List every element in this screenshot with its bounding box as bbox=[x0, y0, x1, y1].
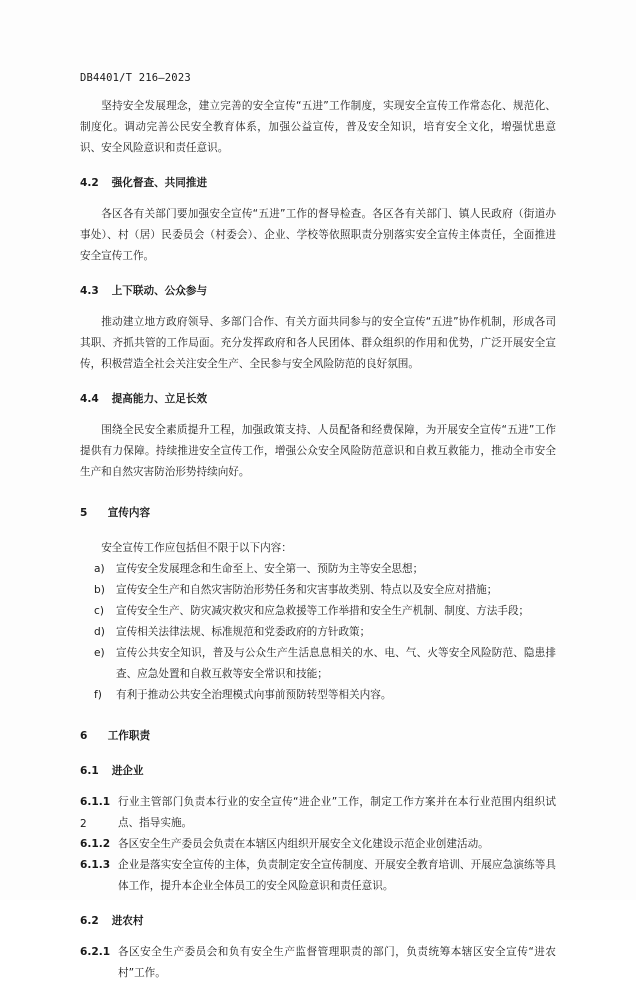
list-item-text: 有利于推动公共安全治理模式向事前预防转型等相关内容。 bbox=[116, 689, 392, 701]
list-item bbox=[80, 601, 556, 622]
clause-6-1-2 bbox=[80, 834, 556, 855]
section-number: 6.2 bbox=[80, 915, 99, 927]
section-title: 进企业 bbox=[111, 765, 144, 777]
list-item-text: 宣传安全生产、防灾减灾救灾和应急救援等工作举措和安全生产机制、制度、方法手段； bbox=[116, 605, 530, 617]
list-item-text: 宣传公共安全知识，普及与公众生产生活息息相关的水、电、气、火等安全风险防范、隐患排查、应急处置和自救互救等安全常识和技能； bbox=[116, 647, 556, 680]
section-number: 4.2 bbox=[80, 177, 99, 189]
section-title: 进农村 bbox=[111, 915, 144, 927]
clause-6-2-1 bbox=[80, 942, 556, 984]
list-item-text: 宣传相关法律法规、标准规范和党委政府的方针政策； bbox=[116, 626, 371, 638]
list-item-label: f) bbox=[94, 689, 102, 701]
section-title: 工作职责 bbox=[107, 730, 151, 742]
list-item-label: c) bbox=[94, 605, 104, 617]
section-4-4-paragraph: 围绕全民安全素质提升工程，加强政策支持、人员配备和经费保障，为开展安全宣传“五进”工作提供有力保障。持续推进安全宣传工作，增强公众安全风险防范意识和自救互救能力，推动全市安全生产和自然灾害防治形势持续向好。 bbox=[80, 424, 556, 478]
list-item bbox=[80, 580, 556, 601]
section-heading-4-3 bbox=[80, 281, 556, 302]
list-item-label: a) bbox=[94, 563, 105, 575]
list-item-label: e) bbox=[94, 647, 105, 659]
section-number: 4.3 bbox=[80, 285, 99, 297]
clause-6-1-3 bbox=[80, 855, 556, 897]
section-title: 提高能力、立足长效 bbox=[111, 393, 208, 405]
list-item-text: 宣传安全生产和自然灾害防治形势任务和灾害事故类别、特点以及安全应对措施； bbox=[116, 584, 498, 596]
clause-text: 各区安全生产委员会负责在本辖区内组织开展安全文化建设示范企业创建活动。 bbox=[118, 838, 489, 850]
list-item-label: b) bbox=[94, 584, 105, 596]
section-heading-6-1 bbox=[80, 761, 556, 782]
clause-number: 6.1.2 bbox=[80, 838, 111, 850]
document-id: DB4401/T 216—2023 bbox=[80, 72, 191, 84]
clause-number: 6.1.3 bbox=[80, 859, 111, 871]
list-item bbox=[80, 685, 556, 706]
section-4-2-paragraph: 各区各有关部门要加强安全宣传“五进”工作的督导检查。各区各有关部门、镇人民政府（街道办事处）、村（居）民委员会（村委会）、企业、学校等依照职责分别落实安全宣传主体责任，全面推进安全宣传工作。 bbox=[80, 208, 556, 262]
intro-paragraph: 坚持安全发展理念，建立完善的安全宣传“五进”工作制度，实现安全宣传工作常态化、规范化、制度化。调动完善公民安全教育体系，加强公益宣传，普及安全知识，培育安全文化，增强忧患意识、安全风险意识和责任意识。 bbox=[80, 100, 556, 154]
section-heading-4-4 bbox=[80, 389, 556, 410]
section-number: 6.1 bbox=[80, 765, 99, 777]
page-number: 2 bbox=[80, 818, 87, 830]
clause-text: 行业主管部门负责本行业的安全宣传“进企业”工作，制定工作方案并在本行业范围内组织试点、指导实施。 bbox=[118, 796, 556, 829]
section-heading-6 bbox=[80, 726, 556, 747]
section-number: 5 bbox=[80, 507, 88, 519]
section-5-lead: 安全宣传工作应包括但不限于以下内容： bbox=[101, 542, 292, 554]
section-heading-6-2 bbox=[80, 911, 556, 932]
list-item bbox=[80, 622, 556, 643]
list-item-label: d) bbox=[94, 626, 105, 638]
section-number: 6 bbox=[80, 730, 88, 742]
section-title: 上下联动、公众参与 bbox=[111, 285, 208, 297]
clause-6-1-1 bbox=[80, 792, 556, 834]
section-number: 4.4 bbox=[80, 393, 99, 405]
clause-number: 6.2.1 bbox=[80, 946, 111, 958]
list-item bbox=[80, 643, 556, 685]
clause-number: 6.1.1 bbox=[80, 796, 111, 808]
document-body bbox=[80, 96, 556, 984]
section-heading-4-2 bbox=[80, 173, 556, 194]
section-title: 宣传内容 bbox=[107, 507, 151, 519]
list-item-text: 宣传安全发展理念和生命至上、安全第一、预防为主等安全思想； bbox=[116, 563, 424, 575]
clause-text: 各区安全生产委员会和负有安全生产监督管理职责的部门，负责统筹本辖区安全宣传“进农村”工作。 bbox=[118, 946, 556, 979]
section-heading-5 bbox=[80, 503, 556, 524]
clause-text: 企业是落实安全宣传的主体，负责制定安全宣传制度、开展安全教育培训、开展应急演练等具体工作，提升本企业全体员工的安全风险意识和责任意识。 bbox=[118, 859, 556, 892]
list-item bbox=[80, 559, 556, 580]
section-title: 强化督查、共同推进 bbox=[111, 177, 208, 189]
section-4-3-paragraph: 推动建立地方政府领导、多部门合作、有关方面共同参与的安全宣传“五进”协作机制，形成各司其职、齐抓共管的工作局面。充分发挥政府和各人民团体、群众组织的作用和优势，广泛开展安全宣传，积极营造全社会关注安全生产、全民参与安全风险防范的良好氛围。 bbox=[80, 316, 556, 370]
